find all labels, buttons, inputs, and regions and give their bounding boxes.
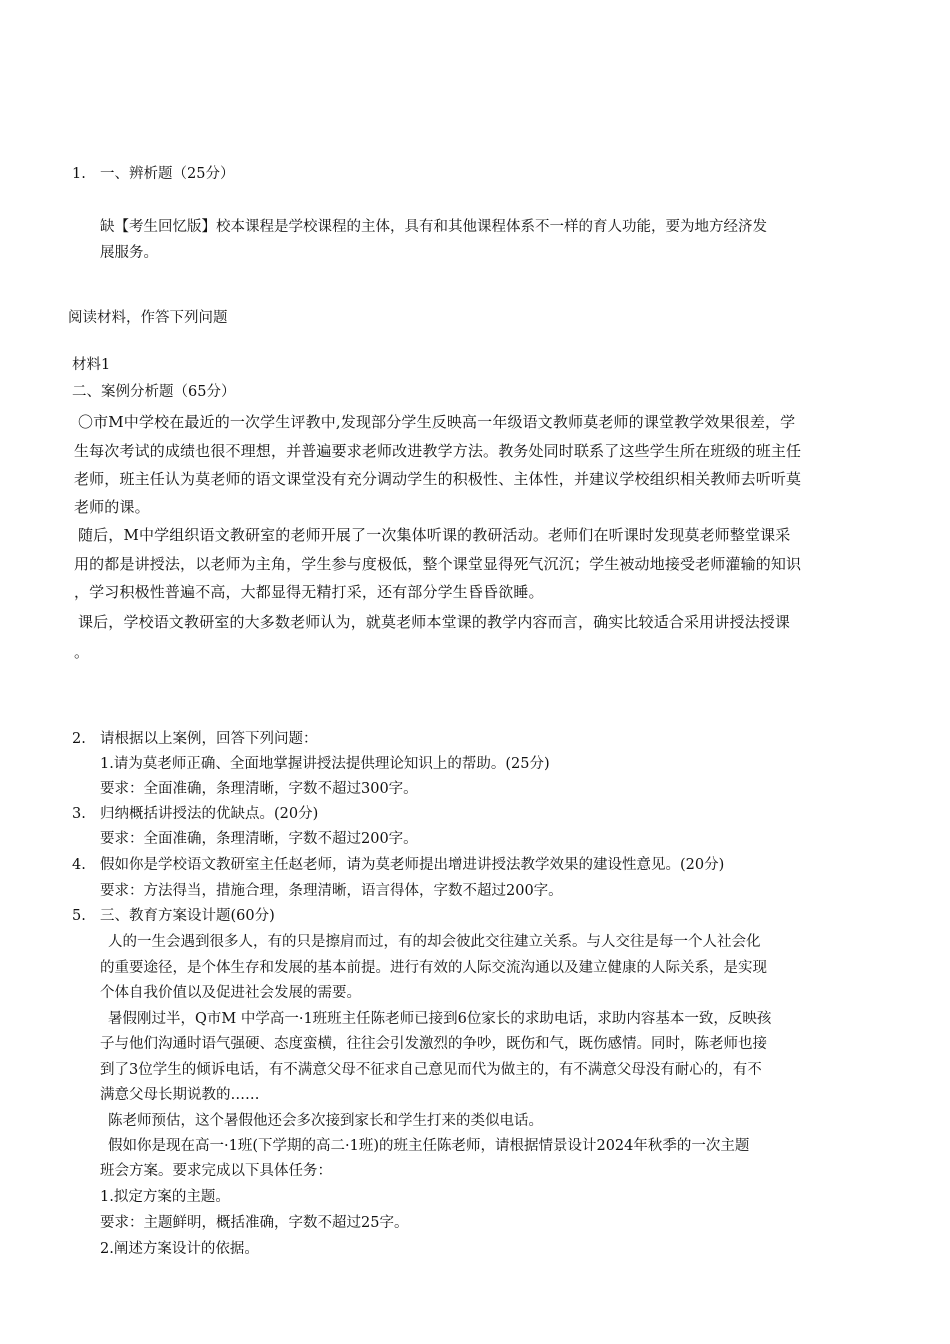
scenario-paragraph-line: 子与他们沟通时语气强硬、态度蛮横，往往会引发激烈的争吵，既伤和气，既伤感情。同时，陈老师也接 bbox=[100, 1036, 767, 1052]
sub-question: 1.请为莫老师正确、全面地掌握讲授法提供理论知识上的帮助。(25分) bbox=[100, 756, 550, 772]
question-text: 请根据以上案例，回答下列问题： bbox=[100, 731, 318, 747]
question-number: 2. bbox=[72, 731, 86, 747]
section-heading: 三、教育方案设计题(60分) bbox=[100, 908, 275, 924]
section-heading: 一、辨析题（25分） bbox=[100, 166, 235, 182]
question-text: 归纳概括讲授法的优缺点。(20分) bbox=[100, 806, 319, 822]
case-paragraph-line: 课后，学校语文教研室的大多数老师认为，就莫老师本堂课的教学内容而言，确实比较适合采用讲授法授课 bbox=[78, 613, 791, 631]
requirement-text: 要求：方法得当，措施合理，条理清晰，语言得体，字数不超过200字。 bbox=[100, 883, 563, 899]
case-paragraph-line: 随后，M中学组织语文教研室的老师开展了一次集体听课的教研活动。老师们在听课时发现莫老师整堂课采 bbox=[78, 526, 791, 544]
requirement-text: 要求：全面准确，条理清晰，字数不超过300字。 bbox=[100, 781, 418, 797]
case-paragraph-line: 老师的课。 bbox=[74, 498, 150, 516]
question-number: 4. bbox=[72, 857, 86, 873]
scenario-paragraph-line: 的重要途径，是个体生存和发展的基本前提。进行有效的人际交流沟通以及建立健康的人际关系，是实现 bbox=[100, 960, 767, 976]
scenario-paragraph-line: 假如你是现在高一·1班(下学期的高二·1班)的班主任陈老师，请根据情景设计2024年秋季的一次主题 bbox=[108, 1138, 750, 1154]
case-paragraph-line: 〇市M中学校在最近的一次学生评教中,发现部分学生反映高一年级语文教师莫老师的课堂教学效果很差，学 bbox=[78, 413, 796, 431]
task-item: 2.阐述方案设计的依据。 bbox=[100, 1241, 259, 1257]
requirement-text: 要求：全面准确，条理清晰，字数不超过200字。 bbox=[100, 831, 418, 847]
scenario-paragraph-line: 人的一生会遇到很多人，有的只是擦肩而过，有的却会彼此交往建立关系。与人交往是每一个人社会化 bbox=[108, 934, 761, 950]
scenario-paragraph-line: 满意父母长期说教的…… bbox=[100, 1087, 260, 1103]
task-item: 1.拟定方案的主题。 bbox=[100, 1189, 230, 1205]
scenario-paragraph-line: 暑假刚过半，Q市M 中学高一·1班班主任陈老师已接到6位家长的求助电话，求助内容基本一致，反映孩 bbox=[108, 1011, 772, 1027]
case-paragraph-line: ，学习积极性普遍不高，大都显得无精打采，还有部分学生昏昏欲睡。 bbox=[74, 583, 544, 601]
scenario-paragraph-line: 班会方案。要求完成以下具体任务： bbox=[100, 1163, 332, 1179]
question-number: 3. bbox=[72, 806, 86, 822]
case-paragraph-line: 生每次考试的成绩也很不理想，并普遍要求老师改进教学方法。教务处同时联系了这些学生所在班级的班主任 bbox=[74, 442, 802, 460]
section-heading: 二、案例分析题（65分） bbox=[72, 384, 236, 400]
scenario-paragraph-line: 到了3位学生的倾诉电话，有不满意父母不征求自己意见而代为做主的，有不满意父母没有耐心的，有不 bbox=[100, 1062, 762, 1078]
requirement-text: 要求：主题鲜明，概括准确，字数不超过25字。 bbox=[100, 1215, 409, 1231]
material-label: 材料1 bbox=[72, 357, 111, 373]
scenario-paragraph-line: 陈老师预估，这个暑假他还会多次接到家长和学生打来的类似电话。 bbox=[108, 1113, 543, 1129]
case-paragraph-line: 用的都是讲授法，以老师为主角，学生参与度极低，整个课堂显得死气沉沉；学生被动地接受老师灌输的知识 bbox=[74, 555, 802, 573]
case-paragraph-line: 老师，班主任认为莫老师的语文课堂没有充分调动学生的积极性、主体性，并建议学校组织相关教师去听听莫 bbox=[74, 470, 802, 488]
question-number: 1. bbox=[72, 166, 86, 182]
question-text: 缺【考生回忆版】校本课程是学校课程的主体，具有和其他课程体系不一样的育人功能，要为地方经济发 bbox=[100, 219, 767, 235]
question-text: 假如你是学校语文教研室主任赵老师，请为莫老师提出增进讲授法教学效果的建设性意见。(20分) bbox=[100, 857, 725, 873]
question-text: 展服务。 bbox=[100, 245, 158, 261]
question-number: 5. bbox=[72, 908, 86, 924]
scenario-paragraph-line: 个体自我价值以及促进社会发展的需要。 bbox=[100, 985, 361, 1001]
reading-prompt: 阅读材料，作答下列问题 bbox=[68, 310, 228, 326]
case-paragraph-line: 。 bbox=[74, 643, 90, 661]
